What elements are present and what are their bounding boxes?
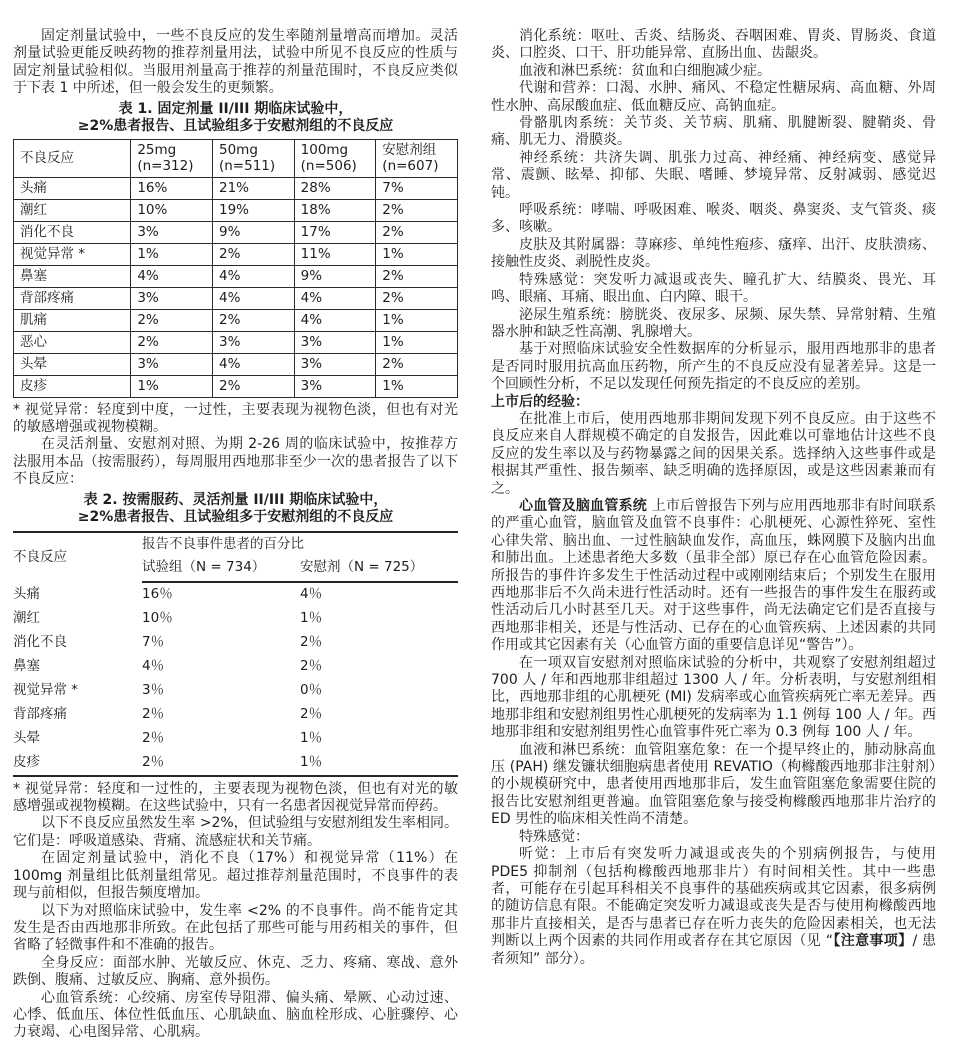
- table-row: [13, 727, 458, 751]
- span-header: 报告不良事件患者的百分比: [142, 535, 305, 552]
- text-run: / 患者须知” 部分）。: [491, 933, 936, 967]
- table-cell: 2%: [212, 243, 294, 265]
- table-cell: 28%: [294, 177, 376, 199]
- header-line: 安慰剂组: [382, 142, 437, 159]
- table-row: [14, 309, 458, 331]
- table-body: [13, 582, 458, 776]
- table-cell: 4%: [294, 309, 376, 331]
- table-1-fixed-dose: [13, 139, 458, 398]
- table-row: [14, 221, 458, 243]
- table-cell: 18%: [294, 199, 376, 221]
- table-cell: 10%: [131, 199, 213, 221]
- table-title-line: 表 1. 固定剂量 II/III 期临床试验中，: [118, 100, 353, 117]
- table-row: [14, 287, 458, 309]
- table-row: [13, 607, 458, 631]
- table-cell: 肌痛: [14, 309, 131, 331]
- table-header: [14, 139, 458, 177]
- table-row: [14, 177, 458, 199]
- table-cell: 1％: [300, 754, 323, 771]
- paragraph: 在批准上市后，使用西地那非期间发现下列不良反应。由于这些不良反应来自人群规模不确定的自发报告，因此难以可靠地估计这些不良反应的发生率以及与药物暴露之间的因果关系。选择纳入这些事件或是根据其严重性、报告频率、缺乏明确的选择原因，或是这些因素兼而有之。: [491, 410, 936, 497]
- table-cell: 1%: [376, 243, 458, 265]
- paragraph: 在一项双盲安慰剂对照临床试验的分析中，共观察了安慰剂组超过 700 人 / 年和西地那非组超过 1300 人 / 年。分析表明，与安慰剂组相比，西地那非组的心肌梗死 (MI) 发病率或心血管疾病死亡率无差异。西地那非组和安慰剂组男性心肌梗死的发病率为 1.1 例每 100 人 / 年。西地那非组和安慰剂组男性心血管事件死亡率为 0.3 例每 100 人 / 年。: [491, 654, 936, 741]
- column-right: [491, 28, 936, 1024]
- header-line: 100mg: [300, 142, 349, 159]
- table-row: [13, 703, 458, 727]
- table-cell: 视觉异常 *: [14, 243, 131, 265]
- column-header: [14, 139, 131, 177]
- paragraph: 固定剂量试验中，一些不良反应的发生率随剂量增高而增加。灵活剂量试验更能反映药物的推荐剂量用法，试验中所见不良反应的性质与固定剂量试验相似。当服用剂量高于推荐的剂量范围时，不良反应类似于下表 1 中所述，但一般会发生的更频繁。: [13, 28, 458, 97]
- paragraph: [491, 498, 936, 655]
- table-row: [13, 582, 458, 607]
- table-row: [14, 375, 458, 397]
- table-cell: 头晕: [14, 353, 131, 375]
- table-cell: 3％: [142, 682, 165, 699]
- table-cell: 19%: [212, 199, 294, 221]
- table-cell: 2％: [142, 754, 165, 771]
- table-cell: 4%: [294, 287, 376, 309]
- header-line: (n=506): [300, 158, 357, 175]
- table-cell: 2%: [376, 221, 458, 243]
- text-run: 上市后曾报告下列与应用西地那非有时间联系的严重心血管，脑血管及血管不良事件：心肌梗死、心源性猝死、室性心律失常、脑出血、一过性脑缺血发作，高血压，蛛网膜下及脑内出血和肺出血。上述患者绝大多数（虽非全部）原已存在心血管危险因素。所报告的事件许多发生于性活动过程中或刚刚结束后；个别发生在服用西地那非后不久尚未进行性活动时。还有一些报告的事件发生在服药或性活动后几小时甚至几天。对于这些事件，尚无法确定它们是否直接与西地那非相关，还是与性活动、已存在的心血管疾病、上述因素的共同作用或其它因素有关（心血管方面的重要信息详见“警告”）。: [491, 497, 936, 654]
- table-cell: 1％: [300, 730, 323, 747]
- table-cell: 3%: [294, 331, 376, 353]
- table-cell: 2％: [300, 706, 323, 723]
- table-cell: 4%: [212, 287, 294, 309]
- table-cell: 3%: [131, 221, 213, 243]
- column-header: [131, 139, 213, 177]
- table-cell: 2％: [300, 634, 323, 651]
- table-cell: 7%: [376, 177, 458, 199]
- footnote: * 视觉异常：轻度到中度，一过性，主要表现为视物色淡，但也有对光的敏感增强或视物模糊。: [13, 401, 458, 436]
- table-cell: 7％: [142, 634, 165, 651]
- table-cell: 视觉异常 *: [13, 682, 79, 699]
- table-cell: 2%: [212, 375, 294, 397]
- table-cell: 3%: [294, 353, 376, 375]
- table-cell: 2%: [131, 331, 213, 353]
- table-cell: 2％: [142, 706, 165, 723]
- table-title-line: 表 2. 按需服药、灵活剂量 II/III 期临床试验中，: [83, 491, 388, 508]
- column-header: [212, 139, 294, 177]
- table-cell: 2％: [142, 730, 165, 747]
- table-cell: 4％: [142, 658, 165, 675]
- header-line: (n=511): [218, 158, 276, 175]
- column-header: [294, 139, 376, 177]
- table-cell: 潮红: [14, 199, 131, 221]
- table-cell: 2%: [376, 265, 458, 287]
- column-header: 不良反应: [13, 548, 67, 565]
- table-cell: 皮疹: [13, 754, 40, 771]
- table-cell: 3%: [131, 353, 213, 375]
- column-header: 试验组（N = 734）: [142, 556, 300, 582]
- paragraph: 全身反应：面部水肿、光敏反应、休克、乏力、疼痛、寒战、意外跌倒、腹痛、过敏反应、胸痛、意外损伤。: [13, 954, 458, 989]
- table-cell: 鼻塞: [13, 658, 40, 675]
- paragraph: 神经系统：共济失调、肌张力过高、神经痛、神经病变、感觉异常、震颤、眩晕、抑郁、失眠、嗜睡、梦境异常、反射减弱、感觉迟钝。: [491, 149, 936, 201]
- table-cell: 1%: [131, 375, 213, 397]
- table-row: [14, 265, 458, 287]
- table-row: [13, 751, 458, 776]
- table-cell: 4%: [212, 353, 294, 375]
- paragraph: 骨骼肌肉系统：关节炎、关节病、肌痛、肌腱断裂、腱鞘炎、骨痛、肌无力、滑膜炎。: [491, 115, 936, 149]
- table-cell: 1%: [376, 331, 458, 353]
- table-cell: 恶心: [14, 331, 131, 353]
- table-cell: 1%: [376, 309, 458, 331]
- table-cell: 头痛: [13, 585, 40, 602]
- paragraph: 消化系统：呕吐、舌炎、结肠炎、吞咽困难、胃炎、胃肠炎、食道炎、口腔炎、口干、肝功能异常、直肠出血、齿龈炎。: [491, 28, 936, 62]
- table-cell: 4%: [212, 265, 294, 287]
- paragraph: 特殊感觉：突发听力减退或丧失、瞳孔扩大、结膜炎、畏光、耳鸣、眼痛、耳痛、眼出血、白内障、眼干。: [491, 271, 936, 306]
- table-row: [14, 243, 458, 265]
- column-header: [376, 139, 458, 177]
- table-cell: 鼻塞: [14, 265, 131, 287]
- paragraph: 泌尿生殖系统：膀胱炎、夜尿多、尿频、尿失禁、异常射精、生殖器水肿和缺乏性高潮、乳腺增大。: [491, 306, 936, 340]
- table-1-title: [13, 101, 458, 136]
- table-header-row: [14, 139, 458, 177]
- footnote: * 视觉异常：轻度和一过性的，主要表现为视物色淡，但也有对光的敏感增强或视物模糊。在这些试验中，只有一名患者因视觉异常而停药。: [13, 780, 458, 815]
- paragraph: [491, 846, 936, 968]
- table-cell: 3%: [212, 331, 294, 353]
- header-line: (n=607): [382, 158, 439, 175]
- table-cell: 2％: [300, 658, 323, 675]
- table-2-title: [13, 492, 458, 527]
- table-cell: 消化不良: [13, 634, 67, 651]
- table-cell: 头痛: [14, 177, 131, 199]
- table-cell: 头晕: [13, 730, 40, 747]
- table-cell: 16%: [131, 177, 213, 199]
- table-cell: 17%: [294, 221, 376, 243]
- column-header: 安慰剂（N = 725）: [300, 556, 458, 582]
- text-run: 听觉：上市后有突发听力减退或丧失的个别病例报告，与使用 PDE5 抑制剂（包括枸橼酸西地那非片）有时间相关性。其中一些患者，可能存在引起耳科相关不良事件的基础疾病或其它因素，很多病例的随访信息有限。不能确定突发听力减退或丧失是否与使用枸橼酸西地那非片直接相关，是否与患者已存在听力丧失的危险因素相关，也无法判断以上两个因素的共同作用或者存在其它原因（见 “: [491, 846, 936, 950]
- table-cell: 3%: [131, 287, 213, 309]
- table-cell: 2%: [212, 309, 294, 331]
- table-row: [13, 655, 458, 679]
- header-line: 不良反应: [20, 150, 74, 167]
- paragraph: 基于对照临床试验安全性数据库的分析显示，服用西地那非的患者是否同时服用抗高血压药物，所产生的不良反应没有显著差异。这是一个回顾性分析，不足以发现任何预先指定的不良反应的差别。: [491, 341, 936, 393]
- table-cell: 2%: [131, 309, 213, 331]
- table-row: [14, 353, 458, 375]
- table-cell: 1%: [376, 375, 458, 397]
- table-cell: 0％: [300, 682, 323, 699]
- table-cell: 16％: [142, 586, 173, 603]
- table-row: [14, 331, 458, 353]
- header-line: 25mg: [137, 142, 177, 159]
- paragraph: 血液和淋巴系统：贫血和白细胞减少症。: [519, 62, 771, 79]
- paragraph: 特殊感觉：: [519, 828, 589, 845]
- table-cell: 4％: [300, 586, 323, 603]
- table-header: [13, 532, 458, 582]
- paragraph: 代谢和营养：口渴、水肿、痛风、不稳定性糖尿病、高血糖、外周性水肿、高尿酸血症、低血糖反应、高钠血症。: [491, 80, 936, 114]
- paragraph: 以下不良反应虽然发生率 >2%，但试验组与安慰剂组发生率相同。它们是：呼吸道感染、背痛、流感症状和关节痛。: [13, 815, 458, 849]
- table-body: [14, 177, 458, 397]
- paragraph: 在灵活剂量、安慰剂对照、为期 2-26 周的临床试验中，按推荐方法服用本品（按需服药），每周服用西地那非至少一次的患者报告了以下不良反应：: [13, 436, 458, 488]
- table-cell: 2%: [376, 287, 458, 309]
- paragraph: 在固定剂量试验中，消化不良（17%）和视觉异常（11%）在 100mg 剂量组比低剂量组常见。超过推荐剂量范围时，不良事件的表现与前相似，但报告频度增加。: [13, 850, 458, 902]
- header-line: 50mg: [218, 142, 258, 159]
- paragraph: 以下为对照临床试验中，发生率 <2% 的不良事件。尚不能肯定其发生是否由西地那非所致。在此包括了那些可能与用药相关的事件，但省略了轻微事件和不准确的报告。: [13, 902, 458, 954]
- section-heading: 上市后的经验：: [491, 393, 589, 410]
- header-line: (n=312): [137, 158, 194, 175]
- table-cell: 背部疼痛: [14, 287, 131, 309]
- table-cell: 10％: [142, 610, 173, 627]
- table-row: [14, 199, 458, 221]
- paragraph: 呼吸系统：哮喘、呼吸困难、喉炎、咽炎、鼻窦炎、支气管炎、痰多、咳嗽。: [491, 202, 936, 236]
- table-cell: 2%: [376, 199, 458, 221]
- table-header-row: [13, 532, 458, 556]
- table-title-line: ≥2%患者报告、且试验组多于安慰剂组的不良反应: [77, 118, 394, 135]
- table-row: [13, 679, 458, 703]
- table-cell: 1％: [300, 610, 323, 627]
- table-cell: 消化不良: [14, 221, 131, 243]
- paragraph: 皮肤及其附属器：荨麻疹、单纯性疱疹、瘙痒、出汗、皮肤溃疡、接触性皮炎、剥脱性皮炎。: [491, 236, 936, 271]
- table-cell: 2%: [376, 353, 458, 375]
- table-cell: 21%: [212, 177, 294, 199]
- bold-run: 【注意事项】: [833, 933, 913, 950]
- paragraph: 血液和淋巴系统：血管阻塞危象：在一个提早终止的，肺动脉高血压 (PAH) 继发镰状细胞病患者使用 REVATIO（枸橼酸西地那非注射剂）的小规模研究中，患者使用西地那非后，发生血管阻塞危象需要住院的报告比安慰剂组更普遍。血管阻塞危象与接受枸橼酸西地那非片治疗的 ED 男性的临床相关性尚不清楚。: [491, 741, 936, 828]
- table-cell: 4%: [131, 265, 213, 287]
- table-cell: 9%: [212, 221, 294, 243]
- table-cell: 9%: [294, 265, 376, 287]
- bold-run: 心血管及脑血管系统: [519, 497, 648, 514]
- table-cell: 11%: [294, 243, 376, 265]
- column-left: [13, 28, 458, 1041]
- table-cell: 3%: [294, 375, 376, 397]
- table-title-line: ≥2%患者报告、且试验组多于安慰剂组的不良反应: [77, 509, 394, 526]
- table-cell: 皮疹: [14, 375, 131, 397]
- paragraph: 心血管系统：心绞痛、房室传导阻滞、偏头痛、晕厥、心动过速、心悸、低血压、体位性低血压、心肌缺血、脑血栓形成、心脏骤停、心力衰竭、心电图异常、心肌病。: [13, 989, 458, 1041]
- table-cell: 1%: [131, 243, 213, 265]
- table-cell: 潮红: [13, 610, 40, 627]
- table-row: [13, 631, 458, 655]
- table-2-flexible-dose: [13, 531, 458, 777]
- table-cell: 背部疼痛: [13, 706, 67, 723]
